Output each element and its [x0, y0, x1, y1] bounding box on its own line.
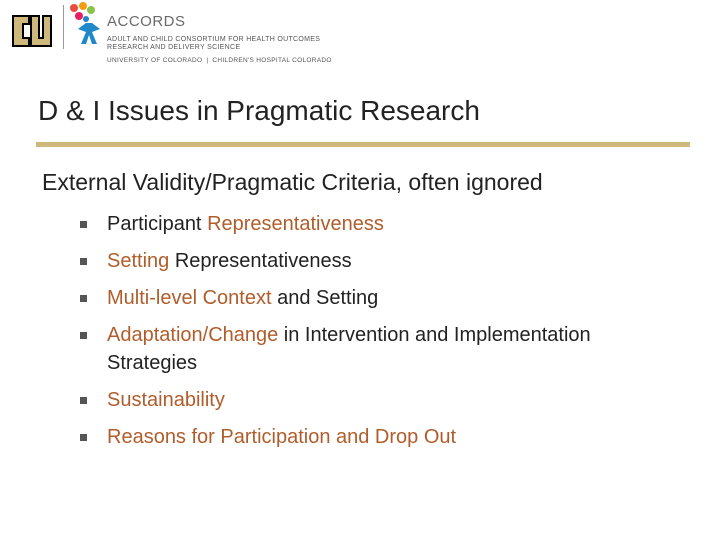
bullet-item: [80, 284, 700, 312]
bullet-square-icon: [80, 397, 87, 404]
bullet-square-icon: [80, 434, 87, 441]
bullet-highlight: Setting: [107, 250, 170, 272]
bullet-item: [80, 423, 700, 451]
slide-lead: External Validity/Pragmatic Criteria, often ignored: [42, 169, 543, 195]
bullet-text-continued: Strategies: [107, 352, 198, 374]
bullet-item: [80, 321, 700, 377]
bullet-text: Participant: [107, 213, 208, 235]
slide-title: D & I Issues in Pragmatic Research: [38, 95, 480, 126]
org-description-line: ADULT AND CHILD CONSORTIUM FOR HEALTH OUTCOMES: [107, 36, 321, 43]
org-name: ACCORDS: [107, 13, 186, 30]
bullet-highlight: Sustainability: [107, 389, 225, 411]
bullet-highlight: Multi-level Context: [107, 287, 272, 309]
cu-logo-icon: [10, 10, 52, 52]
bullet-highlight: Adaptation/Change: [107, 324, 279, 346]
bullet-highlight: Reasons for Participation and Drop Out: [107, 426, 457, 448]
partner-name: UNIVERSITY OF COLORADO: [107, 57, 203, 64]
bullet-square-icon: [80, 332, 87, 339]
org-description: [107, 36, 320, 52]
bullet-square-icon: [80, 221, 87, 228]
accords-logo-icon: [66, 2, 102, 50]
partner-separator: |: [206, 57, 209, 64]
bullet-item: [80, 247, 700, 275]
bullet-text: and Setting: [271, 287, 379, 309]
title-underline: [36, 142, 690, 147]
bullet-text: in Intervention and Implementation: [278, 324, 591, 346]
org-partners: [107, 57, 332, 64]
bullet-square-icon: [80, 295, 87, 302]
partner-name: CHILDREN'S HOSPITAL COLORADO: [212, 57, 332, 64]
header: [0, 0, 720, 70]
bullet-text: Representativeness: [169, 250, 352, 272]
header-divider: [63, 5, 64, 49]
bullet-list: [80, 210, 700, 460]
org-description-line: RESEARCH AND DELIVERY SCIENCE: [107, 44, 241, 51]
bullet-square-icon: [80, 258, 87, 265]
bullet-highlight: Representativeness: [207, 213, 384, 235]
bullet-item: [80, 386, 700, 414]
bullet-item: [80, 210, 700, 238]
